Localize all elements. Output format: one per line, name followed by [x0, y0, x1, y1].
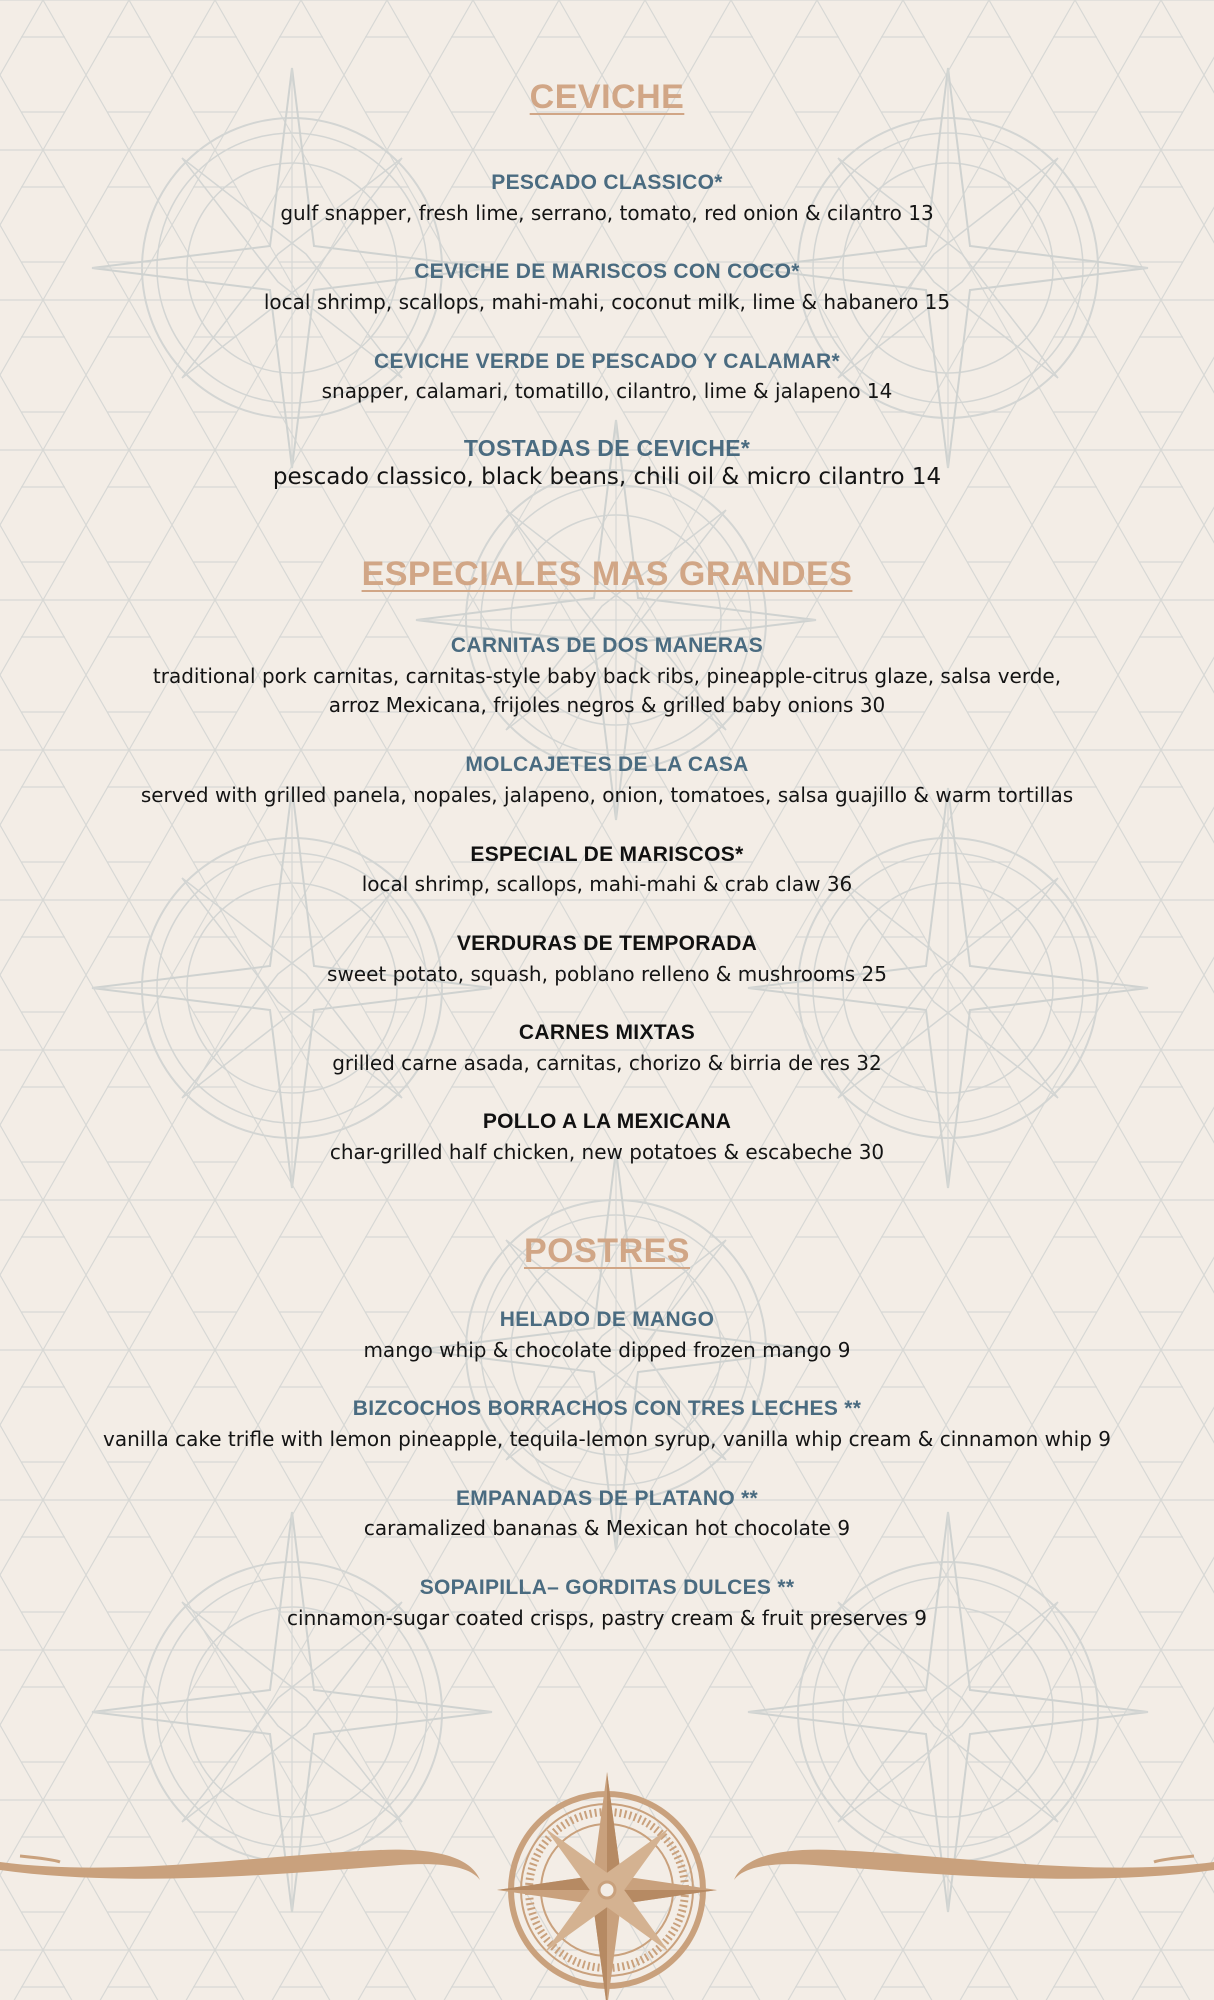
section-title-postres: POSTRES: [524, 1232, 690, 1270]
item-name: ESPECIAL DE MARISCOS*: [470, 843, 744, 866]
item-name: CEVICHE DE MARISCOS CON COCO*: [414, 260, 800, 283]
item-description: pescado classico, black beans, chili oil & micro cilantro 14: [272, 464, 942, 490]
item-name: MOLCAJETES DE LA CASA: [465, 753, 749, 776]
item-name: EMPANADAS DE PLATANO **: [455, 1487, 759, 1510]
item-name: VERDURAS DE TEMPORADA: [456, 932, 758, 955]
item-description: traditional pork carnitas, carnitas-style baby back ribs, pineapple-citrus glaze, salsa verde,: [152, 664, 1062, 688]
item-name: BIZCOCHOS BORRACHOS CON TRES LECHES **: [352, 1397, 862, 1420]
item-name: HELADO DE MANGO: [499, 1308, 715, 1331]
item-name: PESCADO CLASSICO*: [491, 171, 723, 194]
item-description: local shrimp, scallops, mahi-mahi, coconut milk, lime & habanero 15: [263, 290, 951, 314]
item-name: CEVICHE VERDE DE PESCADO Y CALAMAR*: [374, 350, 840, 373]
section-title-especiales: ESPECIALES MAS GRANDES: [361, 555, 853, 593]
item-description: sweet potato, squash, poblano relleno & mushrooms 25: [327, 962, 887, 986]
item-description: gulf snapper, fresh lime, serrano, tomato, red onion & cilantro 13: [280, 201, 934, 225]
compass-rose-icon: [0, 1770, 1214, 2000]
item-description: served with grilled panela, nopales, jalapeno, onion, tomatoes, salsa guajillo & warm tortillas: [140, 783, 1074, 807]
item-name: POLLO A LA MEXICANA: [482, 1110, 732, 1133]
item-description: mango whip & chocolate dipped frozen mango 9: [363, 1338, 851, 1362]
item-description: local shrimp, scallops, mahi-mahi & crab claw 36: [361, 872, 853, 896]
item-description: vanilla cake trifle with lemon pineapple, tequila-lemon syrup, vanilla whip cream & cinnamon whip 9: [103, 1427, 1111, 1451]
item-description-line-2: arroz Mexicana, frijoles negros & grilled baby onions 30: [328, 693, 886, 717]
item-name: TOSTADAS DE CEVICHE*: [463, 435, 751, 461]
item-description: grilled carne asada, carnitas, chorizo & birria de res 32: [332, 1051, 882, 1075]
item-name: SOPAIPILLA– GORDITAS DULCES **: [419, 1576, 795, 1599]
item-description: snapper, calamari, tomatillo, cilantro, lime & jalapeno 14: [321, 379, 893, 403]
section-title-ceviche: CEVICHE: [529, 78, 685, 116]
item-description: char-grilled half chicken, new potatoes & escabeche 30: [329, 1140, 885, 1164]
item-description: caramalized bananas & Mexican hot chocolate 9: [363, 1516, 851, 1540]
item-description: cinnamon-sugar coated crisps, pastry cream & fruit preserves 9: [287, 1606, 927, 1630]
item-name: CARNITAS DE DOS MANERAS: [450, 634, 764, 657]
item-name: CARNES MIXTAS: [518, 1021, 696, 1044]
